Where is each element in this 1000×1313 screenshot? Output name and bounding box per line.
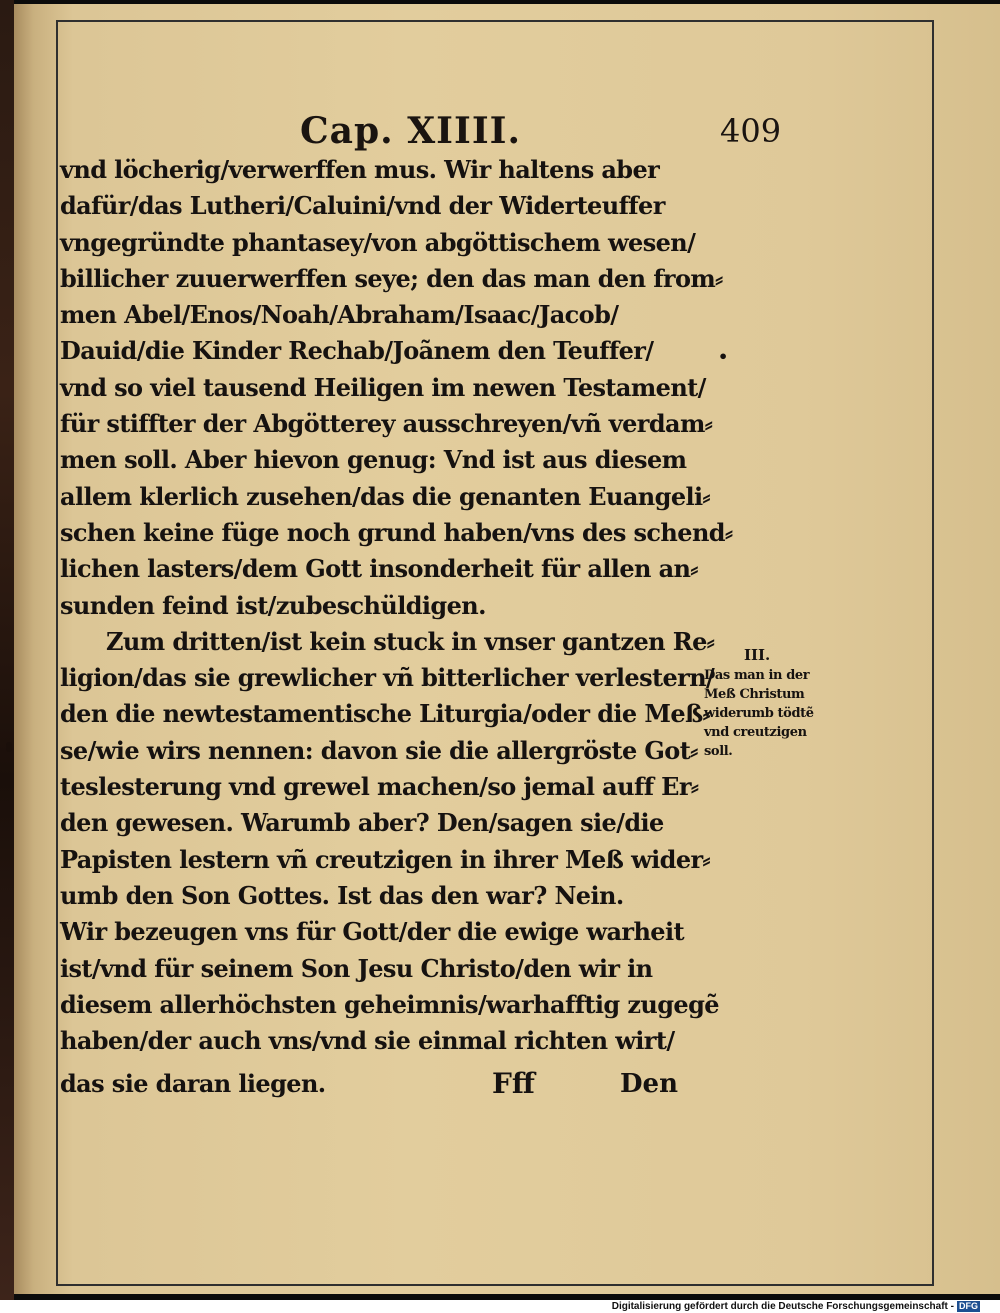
funding-credit [612, 1300, 980, 1313]
text-line: für stiffter der Abgötterey ausschreyen/vñ verdam⸗ [60, 409, 713, 439]
text-line: schen keine füge noch grund haben/vns des schend⸗ [60, 517, 733, 547]
text-line: vnd so viel tausend Heiligen im newen Testament/ [60, 372, 706, 402]
marginal-note-line: Meß Christum [704, 687, 805, 702]
marginal-note [704, 644, 854, 761]
page-footer [60, 1064, 700, 1104]
text-line: teslesterung vnd grewel machen/so jemal auff Er⸗ [60, 772, 699, 802]
credit-bar [0, 1300, 1000, 1313]
catchword: Den [620, 1069, 678, 1099]
text-line: dafür/das Lutheri/Caluini/vnd der Widerteuffer [60, 191, 665, 221]
marginal-note-line: vnd creutzigen [704, 725, 807, 740]
text-line: vngegründte phantasey/von abgöttischem wesen/ [60, 227, 696, 257]
last-text-line: das sie daran liegen. [60, 1069, 326, 1098]
text-line: ligion/das sie grewlicher vñ bitterlicher verlestern/ [60, 663, 715, 693]
text-line: den gewesen. Warumb aber? Den/sagen sie/die [60, 808, 664, 838]
text-line: umb den Son Gottes. Ist das den war? Nein. [60, 880, 624, 910]
marginal-note-line: soll. [704, 744, 733, 759]
text-line: se/wie wirs nennen: davon sie die allergröste Got⸗ [60, 735, 698, 765]
main-text [60, 152, 733, 1059]
scan-frame-right [932, 20, 934, 1286]
text-line: Wir bezeugen vns für Gott/der die ewige warheit [60, 917, 684, 947]
page-header [300, 108, 780, 154]
marginal-note-line: widerumb tödtẽ [704, 706, 814, 721]
dfg-logo: DFG [959, 1300, 978, 1311]
scan-frame-top [56, 20, 934, 22]
text-line: billicher zuuerwerffen seye; den das man den from⸗ [60, 263, 723, 293]
text-line: diesem allerhöchsten geheimnis/warhafftig zugegẽ [60, 989, 719, 1019]
text-line: ist/vnd für seinem Son Jesu Christo/den wir in [60, 953, 653, 983]
text-line: vnd löcherig/verwerffen mus. Wir haltens aber [60, 155, 660, 184]
signature-mark: Fff [492, 1067, 535, 1100]
scan-frame-left [56, 20, 58, 1286]
book-spine-edge [0, 0, 14, 1300]
margin-mark: • [718, 347, 729, 366]
text-line: Papisten lestern vñ creutzigen in ihrer Meß wider⸗ [60, 844, 710, 874]
text-line: men soll. Aber hievon genug: Vnd ist aus diesem [60, 445, 687, 475]
marginal-numeral: III. [744, 646, 771, 664]
text-line: allem klerlich zusehen/das die genanten Euangeli⸗ [60, 481, 710, 511]
text-line: men Abel/Enos/Noah/Abraham/Isaac/Jacob/ [60, 300, 619, 330]
text-line: haben/der auch vns/vnd sie einmal richten wirt/ [60, 1026, 675, 1056]
running-head: Cap. XIIII. [300, 110, 522, 152]
text-line: lichen lasters/dem Gott insonderheit für allen an⸗ [60, 554, 698, 584]
text-line: sunden feind ist/zubeschüldigen. [60, 590, 486, 620]
text-line: Dauid/die Kinder Rechab/Joãnem den Teuffer/ [60, 336, 654, 366]
funding-credit-text: Digitalisierung gefördert durch die Deutsche Forschungsgemeinschaft - [611, 1301, 954, 1312]
paragraph-start-line: Zum dritten/ist kein stuck in vnser gantzen Re⸗ [106, 626, 715, 656]
scan-frame-bottom [56, 1284, 934, 1286]
text-line: den die newtestamentische Liturgia/oder die Meß⸗ [60, 699, 711, 729]
marginal-note-line: Das man in der [704, 668, 810, 683]
page-number: 409 [720, 112, 782, 150]
spine-mark [6, 742, 12, 752]
